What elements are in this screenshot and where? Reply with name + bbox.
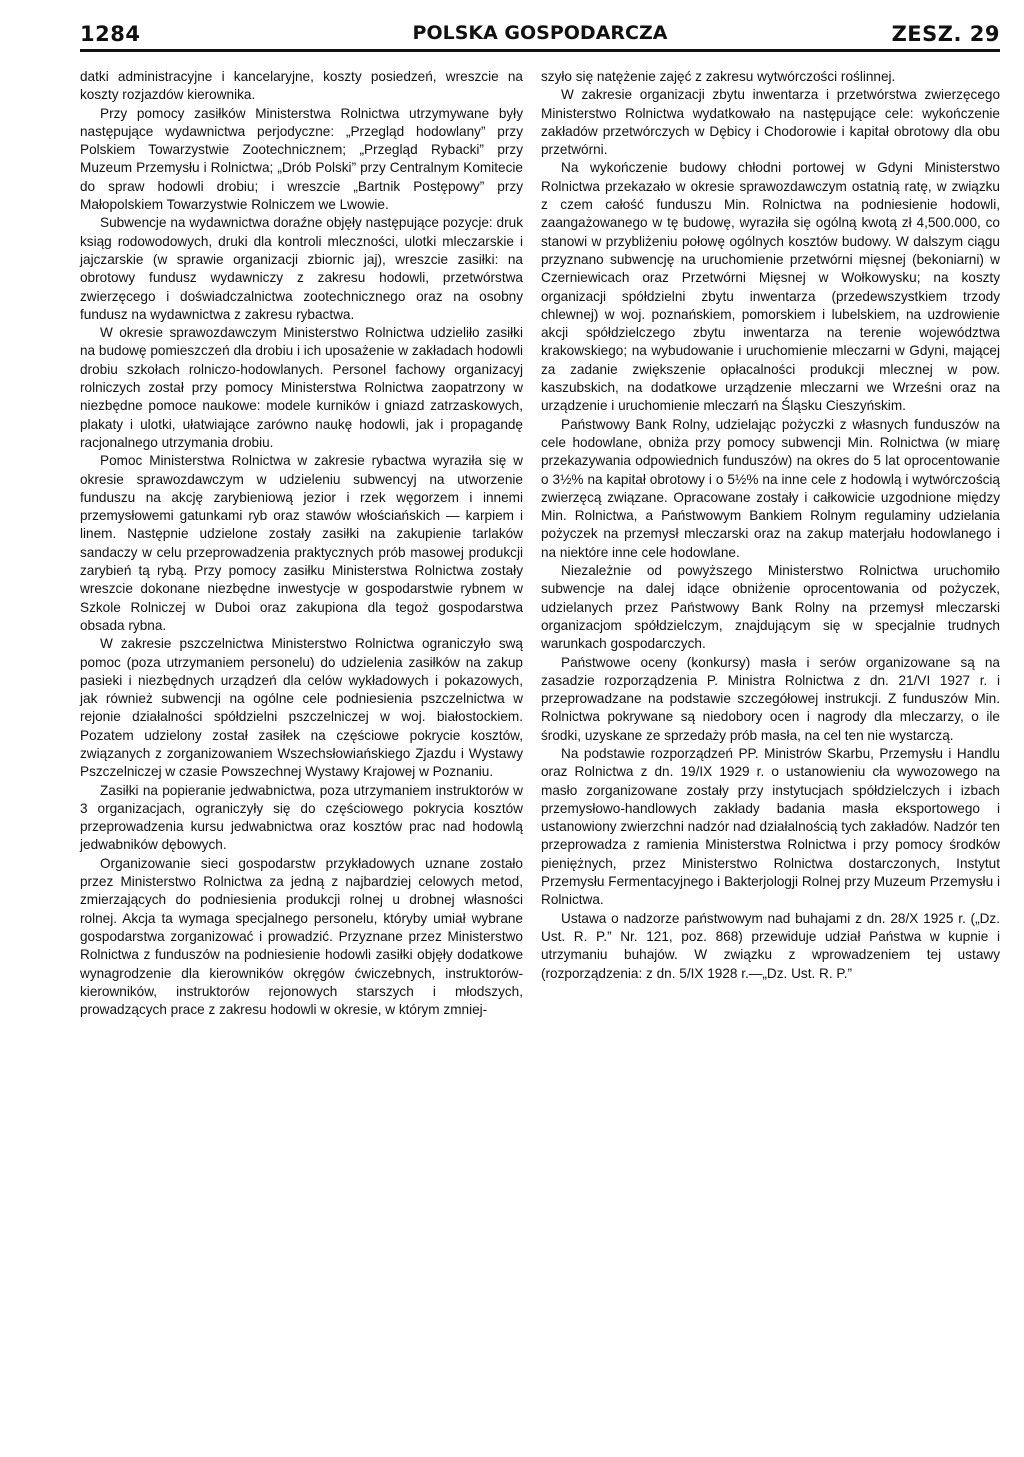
paragraph: Pomoc Ministerstwa Rolnictwa w zakresie rybactwa wyraziła się w okresie sprawozdawczym w udzieleniu subwencyj na utworzenie funduszu na akcję zarybieniową jezior i rzek węgorzem i innemi przemysłowemi gatunkami ryb oraz stawów włościańskich — karpiem i linem. Następnie udzielone zostały zasiłki na zakupienie tarlaków sandaczy w celu przeprowadzenia praktycznych prób masowej produkcji zarybień tą rybą. Przy pomocy zasiłku Ministerstwa Rolnictwa zostały wreszcie dokonane niezbędne inwestycje w gospodarstwie rybnem w Szkole Rolniczej w Duboi oraz zakupiona dla tegoż gospodarstwa obsada rybna.: [80, 453, 523, 633]
paragraph: Organizowanie sieci gospodarstw przykładowych uznane zostało przez Ministerstwo Rolnictwa za jedną z najbardziej celowych metod, zmierzających do podniesienia produkcji rolnej u drobnej własności rolnej. Akcja ta wymaga specjalnego personelu, któryby umiał wybrane gospodarstwa zorganizować i prowadzić. Przyznane przez Ministerstwo Rolnictwa z funduszów na podniesienie hodowli zasiłki objęły dodatkowe wynagrodzenie dla kierowników okręgów ćwiczebnych, instruktorów-kierowników, instruktorów rejonowych starszych i młodszych, prowadzących prace z zakresu hodowli w okresie, w którym zmniej-: [80, 855, 523, 1018]
paragraph: Na wykończenie budowy chłodni portowej w Gdyni Ministerstwo Rolnictwa przekazało w okresie sprawozdawczym ostatnią ratę, w związku z czem całość funduszu Min. Rolnictwa na podniesienie hodowli, zaangażowanego w tę budowę, wyraziła się ogólną kwotą zł 4,500.000, co stanowi w przybliżeniu połowę ogólnych kosztów budowy. W dalszym ciągu przyznano subwencję na uruchomienie przetwórni mięsnej (bekoniarni) w Czerniewicach oraz Przetwórni Mięsnej w Wołkowysku; na koszty organizacji spółdzielni zbytu inwentarza (przedewszystkiem trzody chlewnej) w woj. poznańskiem, pomorskiem i lubelskiem, na uzdrowienie akcji spółdzielczego zbytu inwentarza na terenie województwa krakowskiego; na wybudowanie i uruchomienie mleczarni w Gdyni, mającej za zadanie zwiększenie opłacalności produkcji mlecznej w pow. kaszubskich, na dodatkowe urządzenie mleczarni we Wrześni oraz na urządzenie i uruchomienie mleczarń na Śląsku Cieszyńskim.: [541, 160, 1000, 414]
paragraph: Przy pomocy zasiłków Ministerstwa Rolnictwa utrzymywane były następujące wydawnictwa perjodyczne: „Przegląd hodowlany” przy Polskiem Towarzystwie Zootechnicznem; „Przegląd Rybacki” przy Muzeum Przemysłu i Rolnictwa; „Drób Polski” przy Centralnym Komitecie do spraw hodowli drobiu; i wreszcie „Bartnik Postępowy” przy Małopolskiem Towarzystwie Rolniczem we Lwowie.: [80, 105, 523, 213]
paragraph: datki administracyjne i kancelaryjne, koszty posiedzeń, wreszcie na koszty rozjazdów kierownika.: [80, 69, 523, 103]
journal-title: POLSKA GOSPODARCZA: [412, 22, 668, 44]
header-rule: [80, 49, 1000, 52]
paragraph: W zakresie pszczelnictwa Ministerstwo Rolnictwa ograniczyło swą pomoc (poza utrzymaniem personelu) do udzielenia zasiłków na zakup pasieki i niezbędnych urządzeń dla celów wykładowych i pokazowych, jak również subwencji na ogólne cele podniesienia pszczelnictwa w rejonie działalności spółdzielni pszczelniczej w woj. białostockiem. Pozatem udzielony został zasiłek na częściowe pokrycie kosztów, związanych z zorganizowaniem Wszechsłowiańskiego Zjazdu i Wystawy Pszczelniczej w czasie Powszechnej Wystawy Krajowej w Poznaniu.: [80, 636, 523, 780]
paragraph: Zasiłki na popieranie jedwabnictwa, poza utrzymaniem instruktorów w 3 organizacjach, ograniczyły się do częściowego pokrycia kosztów przeprowadzenia kursu jedwabnictwa oraz kosztów prac nad hodowlą jedwabników dębowych.: [80, 782, 523, 853]
issue-number: ZESZ. 29: [891, 22, 1000, 46]
paragraph: Państwowy Bank Rolny, udzielając pożyczki z własnych funduszów na cele hodowlane, obniża przy pomocy subwencji Min. Rolnictwa (w miarę przekazywania odpowiednich funduszów) na okres do 5 lat oprocentowanie o 3½% na kapitał obrotowy i o 5½% na inne cele z hodowlą i wytwórczością zwierzęcą związane. Opracowane zostały i całkowicie uzgodnione między Min. Rolnictwa, a Państwowym Bankiem Rolnym regulaminy udzielania pożyczek na przemysł mleczarski oraz na zakup materjału hodowlanego i na niektóre inne cele hodowlane.: [541, 416, 1000, 560]
paragraph: szyło się natężenie zajęć z zakresu wytwórczości roślinnej.: [541, 69, 896, 84]
paragraph: Niezależnie od powyższego Ministerstwo Rolnictwa uruchomiło subwencje na dalej idące obniżenie oprocentowania od pożyczek, udzielanych przez Państwowy Bank Rolny na przemysł mleczarski organizacjom spółdzielczym, znajdującym się w specjalnie trudnych warunkach gospodarczych.: [541, 563, 1000, 652]
page-header: [80, 20, 1000, 60]
page-number: 1284: [80, 22, 141, 46]
left-column: [80, 68, 523, 1019]
right-column: [541, 68, 1000, 983]
paragraph: W okresie sprawozdawczym Ministerstwo Rolnictwa udzieliło zasiłki na budowę pomieszczeń dla drobiu i ich uposażenie w zakładach hodowli drobiu szkołach rolniczo-hodowlanych. Personel fachowy organizacyj rolniczych został przy pomocy Ministerstwa Rolnictwa zaopatrzony w niezbędne pomoce naukowe: modele kurników i gniazd zatrzaskowych, plakaty i ulotki, ułatwiające zarówno naukę hodowli, jak i propagandę racjonalnego utrzymania drobiu.: [80, 325, 523, 450]
paragraph: Ustawa o nadzorze państwowym nad buhajami z dn. 28/X 1925 r. („Dz. Ust. R. P.” Nr. 121, poz. 868) przewiduje udział Państwa w kupnie i utrzymaniu buhajów. W związku z wprowadzeniem tej ustawy (rozporządzenia: z dn. 5/IX 1928 r.—„Dz. Ust. R. P.”: [541, 910, 1000, 981]
paragraph: Na podstawie rozporządzeń PP. Ministrów Skarbu, Przemysłu i Handlu oraz Rolnictwa z dn. 19/IX 1929 r. o ustanowieniu cła wywozowego na masło zorganizowane zostały przy instytucjach spółdzielczych i izbach przemysłowo-handlowych zakłady badania masła eksportowego i ustanowiony zwierzchni nadzór nad działalnością tych zakładów. Nadzór ten przeprowadza z ramienia Ministerstwa Rolnictwa i przy pomocy środków pieniężnych, przez Ministerstwo Rolnictwa dostarczonych, Instytut Przemysłu Fermentacyjnego i Bakterjologji Rolnej przy Muzeum Przemysłu i Rolnictwa.: [541, 745, 1000, 908]
paragraph: Państwowe oceny (konkursy) masła i serów organizowane są na zasadzie rozporządzenia P. Ministra Rolnictwa z dn. 21/VI 1927 r. i przeprowadzane na podstawie szczegółowej instrukcji. Z funduszów Min. Rolnictwa pokrywane są niedobory ocen i nagrody dla mleczarzy, o ile środki, uzyskane ze sprzedaży prób masła, na cel ten nie wystarczą.: [541, 654, 1000, 743]
paragraph: Subwencje na wydawnictwa doraźne objęły następujące pozycje: druk ksiąg rodowodowych, druki dla kontroli mleczności, ulotki mleczarskie i jajczarskie (w sprawie organizacji zbiornic jaj), wreszcie zasiłki: na obrotowy fundusz wydawniczy z zakresu hodowli, przetwórstwa zwierzęcego i doświadczalnictwa zootechnicznego oraz na osobny fundusz na wydawnictwa z zakresu rybactwa.: [80, 215, 523, 322]
paragraph: W zakresie organizacji zbytu inwentarza i przetwórstwa zwierzęcego Ministerstwo Rolnictwa wydatkowało na następujące cele: wykończenie zakładów przetwórczych w Dębicy i Chodorowie i kapitał obrotowy dla obu przetwórni.: [541, 87, 1000, 158]
